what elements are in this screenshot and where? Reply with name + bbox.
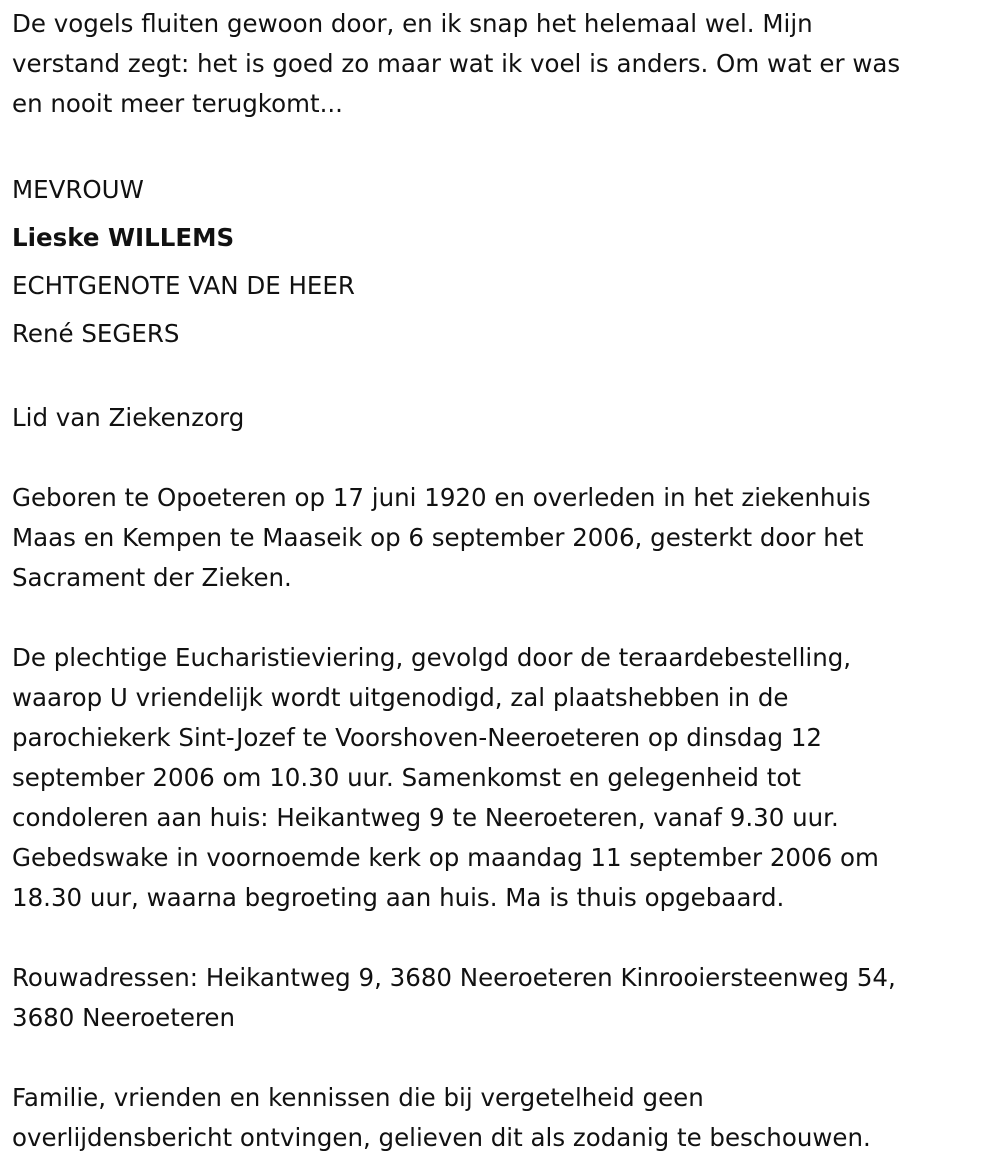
- relation-text: ECHTGENOTE VAN DE HEER: [12, 271, 355, 300]
- spacer: [12, 1038, 988, 1078]
- closing-text: Familie, vrienden en kennissen die bij vergetelheid geen overlijdensbericht ontvingen, gelieven dit als zodanig te beschouwen.: [12, 1083, 871, 1152]
- spacer: [12, 358, 988, 398]
- spouse-name: René SEGERS: [12, 319, 180, 348]
- birth-death-text: Geboren te Opoeteren op 17 juni 1920 en overleden in het ziekenhuis Maas en Kempen te Maaseik op 6 september 2006, gesterkt door het Sacrament der Zieken.: [12, 483, 871, 592]
- membership-text: Lid van Ziekenzorg: [12, 403, 245, 432]
- spacer: [12, 918, 988, 958]
- spacer: [12, 124, 988, 164]
- spacer: [12, 438, 988, 478]
- ceremony-text: De plechtige Eucharistieviering, gevolgd door de teraardebestelling, waarop U vriendelijk wordt uitgenodigd, zal plaatshebben in de parochiekerk Sint-Jozef te Voorshoven-Neeroeteren op dinsdag 12 september 2006 om 10.30 uur. Samenkomst en gelegenheid tot condoleren aan huis: Heikantweg 9 te Neeroeteren, vanaf 9.30 uur. Gebedswake in voornoemde kerk op maandag 11 september 2006 om 18.30 uur, waarna begroeting aan huis. Ma is thuis opgebaard.: [12, 643, 879, 912]
- deceased-name: Lieske WILLEMS: [12, 223, 235, 252]
- spacer: [12, 598, 988, 638]
- addresses-text: Rouwadressen: Heikantweg 9, 3680 Neeroeteren Kinrooiersteenweg 54, 3680 Neeroeteren: [12, 963, 896, 1032]
- title-prefix: MEVROUW: [12, 175, 144, 204]
- deceased-block: [12, 164, 988, 358]
- poem-text: De vogels fluiten gewoon door, en ik snap het helemaal wel. Mijn verstand zegt: het is goed zo maar wat ik voel is anders. Om wat er was en nooit meer terugkomt...: [12, 9, 901, 118]
